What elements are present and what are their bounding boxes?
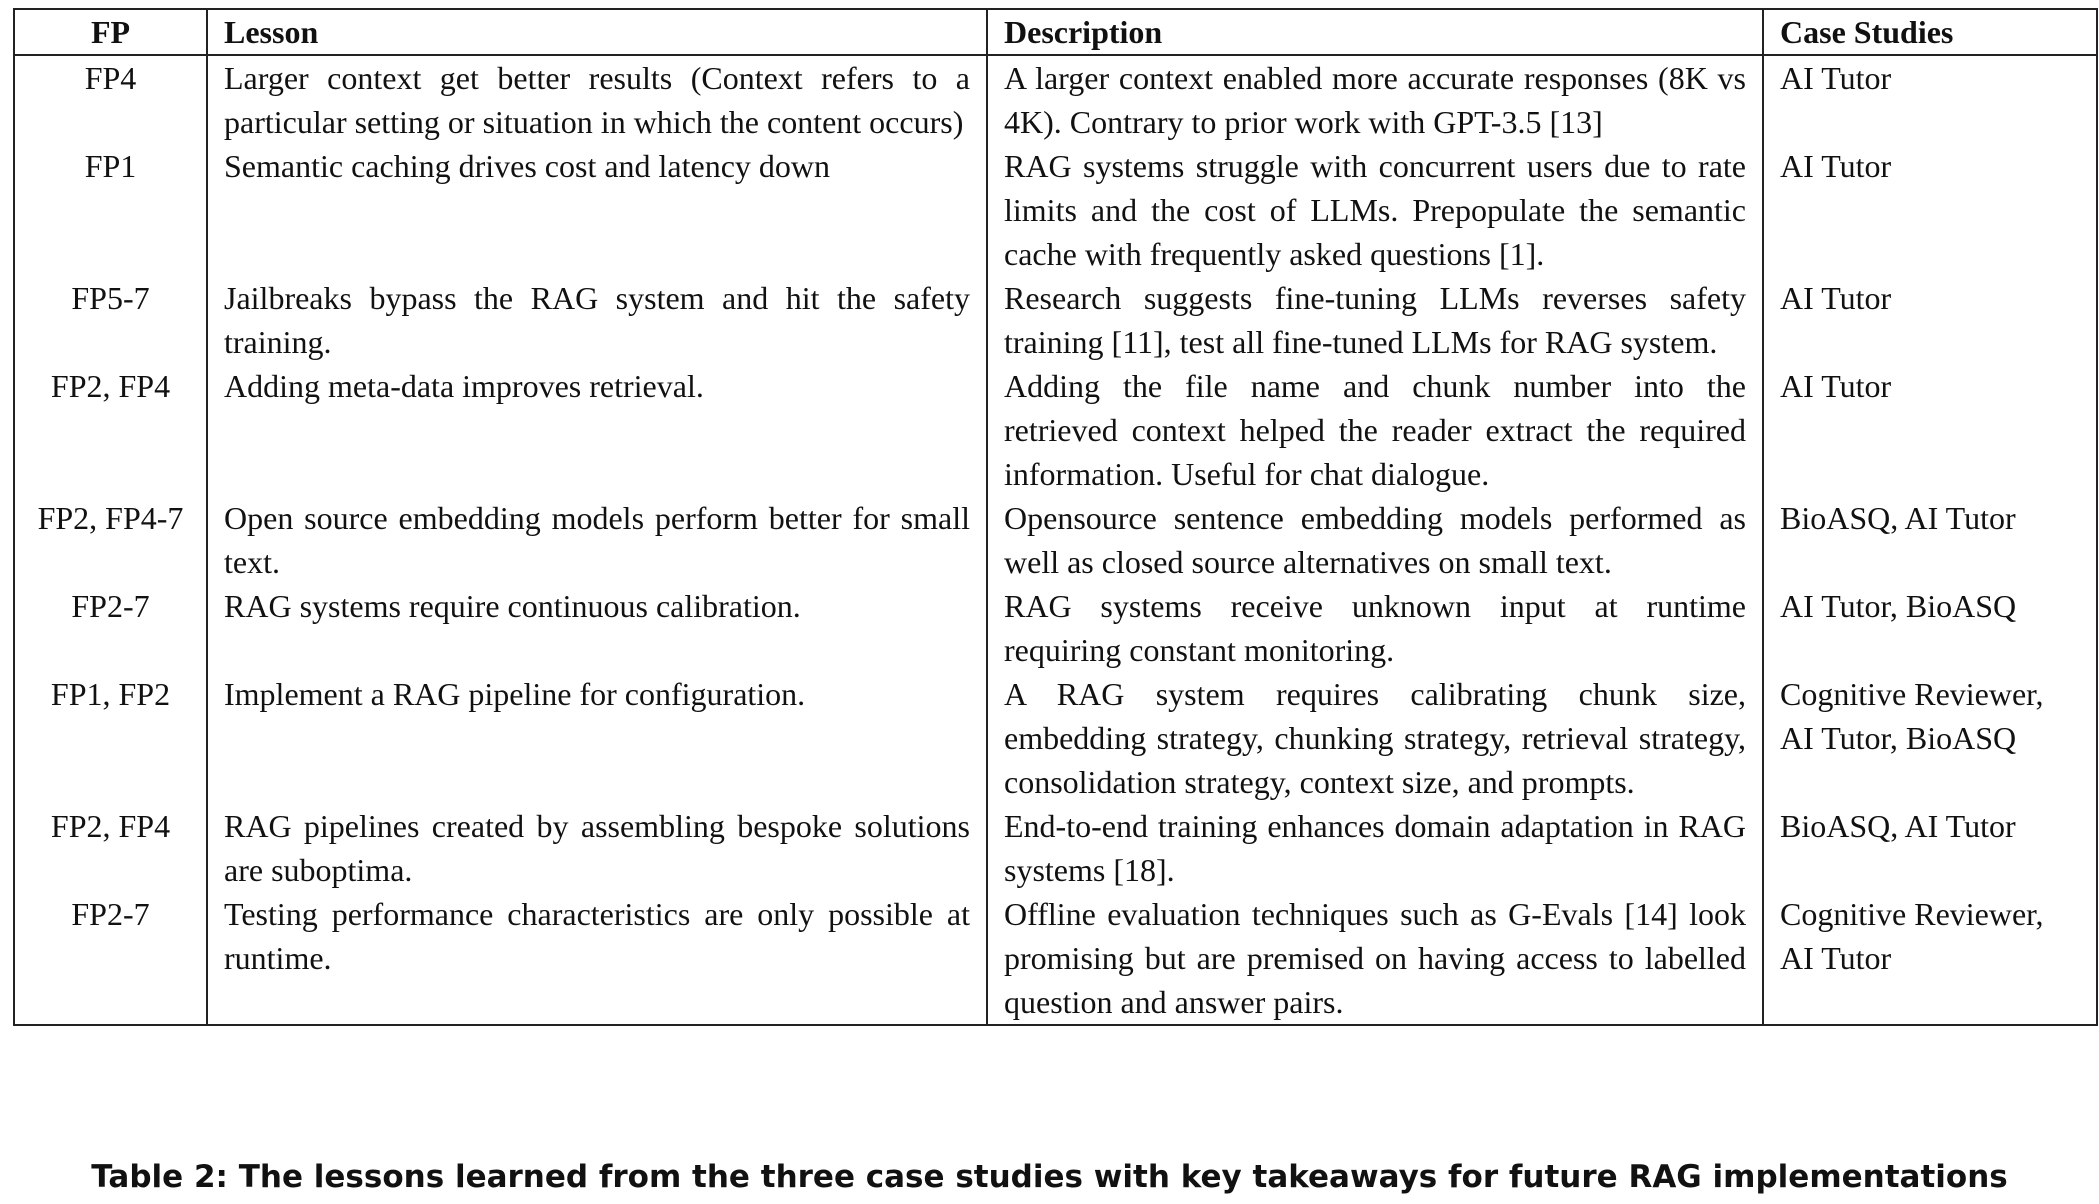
table-row bbox=[14, 892, 2097, 1025]
table-header bbox=[14, 9, 2097, 55]
cell-description: RAG systems struggle with concurrent users due to rate limits and the cost of LLMs. Prepopulate the semantic cache with frequently asked questions [1]. bbox=[987, 144, 1763, 276]
cell-case-studies: AI Tutor bbox=[1763, 276, 2097, 364]
cell-case-studies: AI Tutor, BioASQ bbox=[1763, 584, 2097, 672]
table-row bbox=[14, 804, 2097, 892]
table-row bbox=[14, 276, 2097, 364]
cell-description: End-to-end training enhances domain adaptation in RAG systems [18]. bbox=[987, 804, 1763, 892]
header-fp: FP bbox=[14, 9, 207, 55]
cell-case-studies: BioASQ, AI Tutor bbox=[1763, 804, 2097, 892]
cell-fp: FP2-7 bbox=[14, 584, 207, 672]
header-lesson: Lesson bbox=[207, 9, 987, 55]
header-case-studies: Case Studies bbox=[1763, 9, 2097, 55]
cell-lesson: Open source embedding models perform better for small text. bbox=[207, 496, 987, 584]
cell-fp: FP1 bbox=[14, 144, 207, 276]
cell-case-studies: AI Tutor bbox=[1763, 55, 2097, 144]
cell-description: A larger context enabled more accurate responses (8K vs 4K). Contrary to prior work with GPT-3.5 [13] bbox=[987, 55, 1763, 144]
cell-description: Opensource sentence embedding models performed as well as closed source alternatives on small text. bbox=[987, 496, 1763, 584]
cell-fp: FP5-7 bbox=[14, 276, 207, 364]
table-row bbox=[14, 584, 2097, 672]
cell-case-studies: Cognitive Reviewer, AI Tutor, BioASQ bbox=[1763, 672, 2097, 804]
cell-lesson: RAG pipelines created by assembling bespoke solutions are suboptima. bbox=[207, 804, 987, 892]
cell-fp: FP2, FP4-7 bbox=[14, 496, 207, 584]
table-row bbox=[14, 144, 2097, 276]
cell-lesson: Implement a RAG pipeline for configuration. bbox=[207, 672, 987, 804]
cell-lesson: Larger context get better results (Context refers to a particular setting or situation in which the content occurs) bbox=[207, 55, 987, 144]
cell-case-studies: BioASQ, AI Tutor bbox=[1763, 496, 2097, 584]
cell-description: Research suggests fine-tuning LLMs reverses safety training [11], test all fine-tuned LLMs for RAG system. bbox=[987, 276, 1763, 364]
cell-case-studies: AI Tutor bbox=[1763, 364, 2097, 496]
cell-fp: FP2, FP4 bbox=[14, 804, 207, 892]
cell-lesson: Adding meta-data improves retrieval. bbox=[207, 364, 987, 496]
cell-fp: FP1, FP2 bbox=[14, 672, 207, 804]
cell-lesson: RAG systems require continuous calibration. bbox=[207, 584, 987, 672]
header-row bbox=[14, 9, 2097, 55]
table-row bbox=[14, 364, 2097, 496]
header-description: Description bbox=[987, 9, 1763, 55]
cell-lesson: Semantic caching drives cost and latency down bbox=[207, 144, 987, 276]
cell-lesson: Testing performance characteristics are only possible at runtime. bbox=[207, 892, 987, 1025]
table-caption: Table 2: The lessons learned from the three case studies with key takeaways for future RAG implementations bbox=[91, 1159, 2008, 1195]
cell-fp: FP2-7 bbox=[14, 892, 207, 1025]
cell-case-studies: AI Tutor bbox=[1763, 144, 2097, 276]
table-row bbox=[14, 55, 2097, 144]
cell-fp: FP4 bbox=[14, 55, 207, 144]
cell-case-studies: Cognitive Reviewer, AI Tutor bbox=[1763, 892, 2097, 1025]
cell-description: RAG systems receive unknown input at runtime requiring constant monitoring. bbox=[987, 584, 1763, 672]
cell-description: Offline evaluation techniques such as G-Evals [14] look promising but are premised on having access to labelled question and answer pairs. bbox=[987, 892, 1763, 1025]
lessons-table bbox=[13, 8, 2098, 1026]
cell-description: A RAG system requires calibrating chunk size, embedding strategy, chunking strategy, retrieval strategy, consolidation strategy, context size, and prompts. bbox=[987, 672, 1763, 804]
cell-fp: FP2, FP4 bbox=[14, 364, 207, 496]
cell-lesson: Jailbreaks bypass the RAG system and hit the safety training. bbox=[207, 276, 987, 364]
cell-description: Adding the file name and chunk number into the retrieved context helped the reader extract the required information. Useful for chat dialogue. bbox=[987, 364, 1763, 496]
table-body bbox=[14, 55, 2097, 1025]
table-row bbox=[14, 672, 2097, 804]
table-row bbox=[14, 496, 2097, 584]
